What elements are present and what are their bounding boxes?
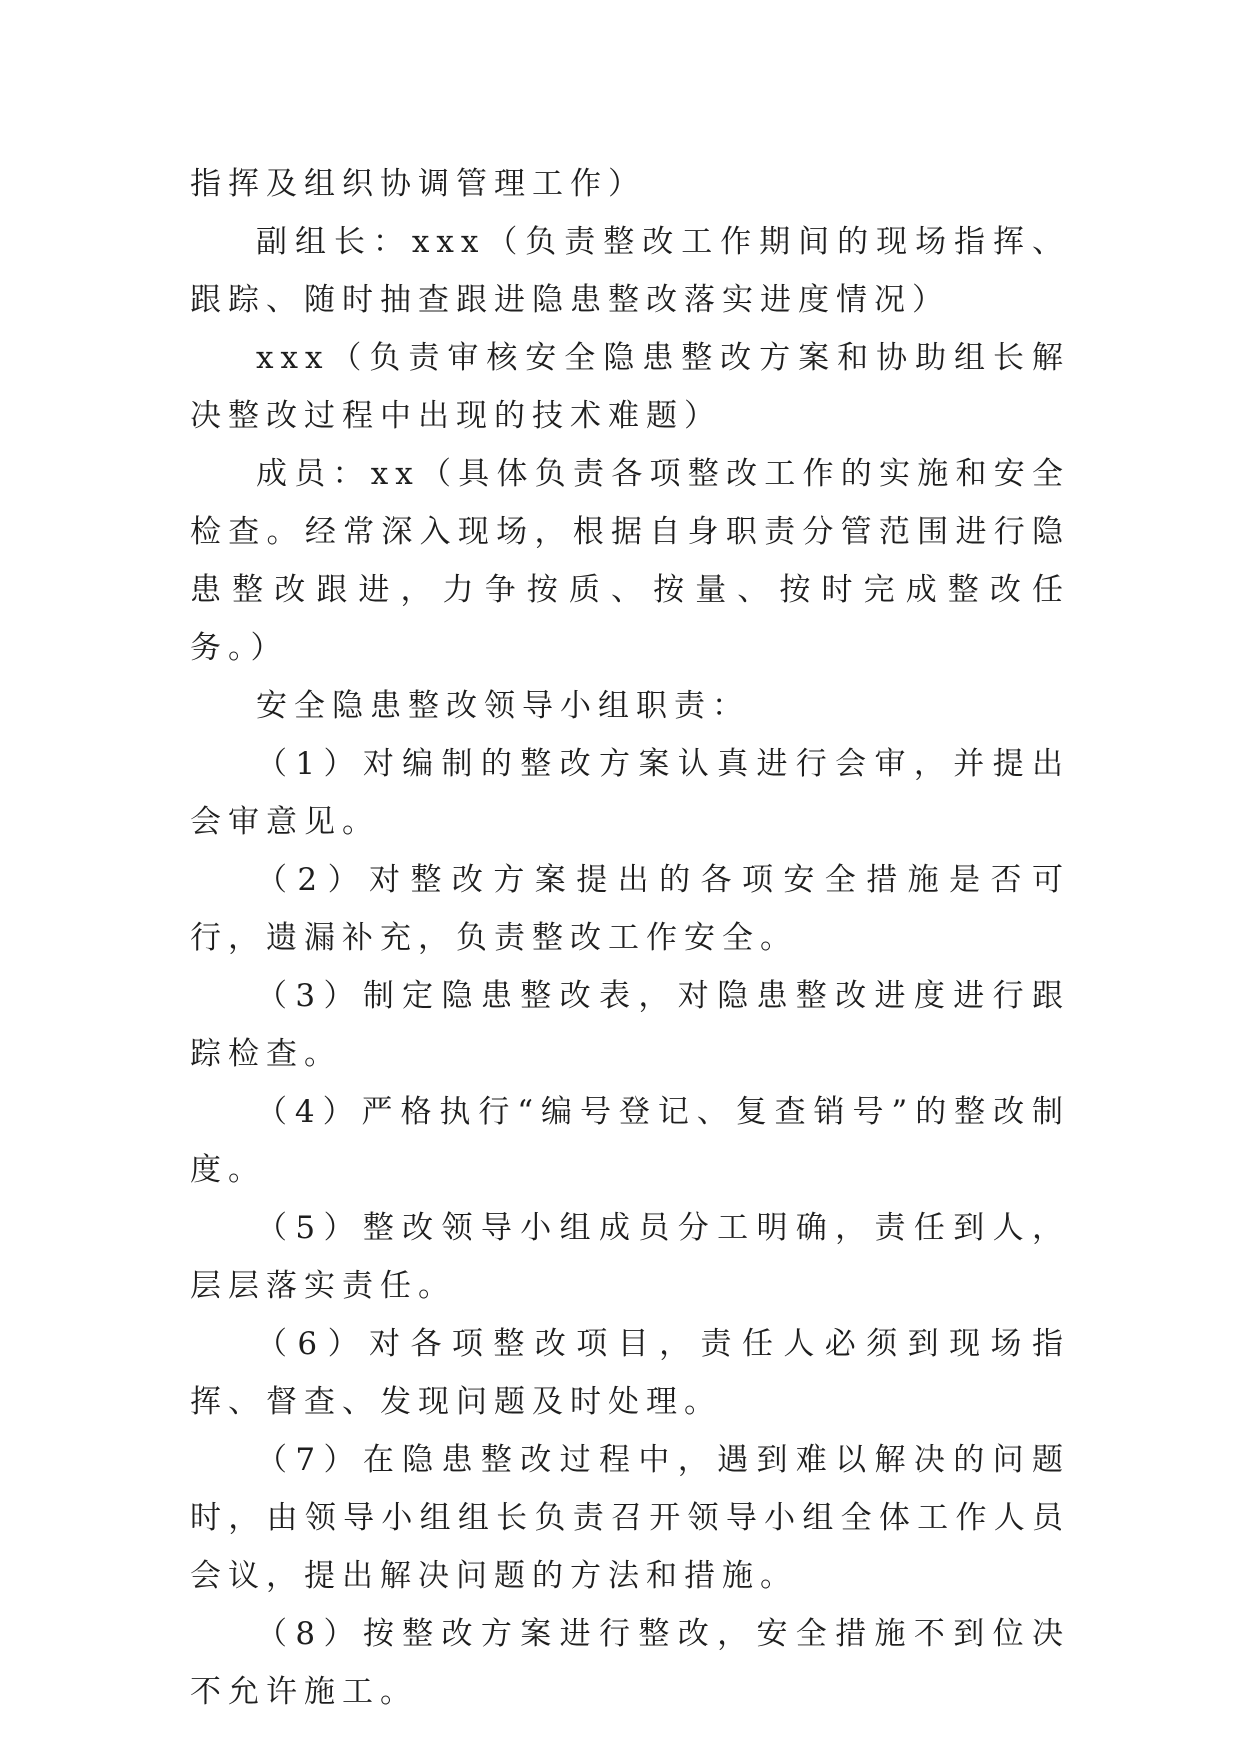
- paragraph-duties-heading: 安全隐患整改领导小组职责：: [256, 688, 750, 724]
- paragraph-duty-3: （3）制定隐患整改表，对隐患整改进度进行跟踪检查。: [190, 978, 1070, 1072]
- paragraph-deputy-leader: 副组长：xxx（负责整改工作期间的现场指挥、跟踪、随时抽查跟进隐患整改落实进度情况）: [190, 224, 1070, 318]
- paragraph-duty-6: （6）对各项整改项目，责任人必须到现场指挥、督查、发现问题及时处理。: [190, 1326, 1070, 1420]
- paragraph-duty-1: （1）对编制的整改方案认真进行会审，并提出会审意见。: [190, 746, 1070, 840]
- document-body: [190, 155, 1070, 1721]
- paragraph-duty-5: （5）整改领导小组成员分工明确，责任到人，层层落实责任。: [190, 1210, 1070, 1304]
- paragraph-leader-duty-continued: 指挥及组织协调管理工作）: [190, 166, 646, 202]
- paragraph-members: 成员：xx（具体负责各项整改工作的实施和安全检查。经常深入现场，根据自身职责分管范围进行隐患整改跟进，力争按质、按量、按时完成整改任务。）: [190, 456, 1070, 666]
- paragraph-duty-8: （8）按整改方案进行整改，安全措施不到位决不允许施工。: [190, 1616, 1070, 1710]
- paragraph-duty-2: （2）对整改方案提出的各项安全措施是否可行，遗漏补充，负责整改工作安全。: [190, 862, 1070, 956]
- paragraph-duty-7: （7）在隐患整改过程中，遇到难以解决的问题时，由领导小组组长负责召开领导小组全体工作人员会议，提出解决问题的方法和措施。: [190, 1442, 1070, 1594]
- paragraph-deputy-leader-2: xxx（负责审核安全隐患整改方案和协助组长解决整改过程中出现的技术难题）: [190, 340, 1070, 434]
- paragraph-duty-4: （4）严格执行“编号登记、复查销号”的整改制度。: [190, 1094, 1070, 1188]
